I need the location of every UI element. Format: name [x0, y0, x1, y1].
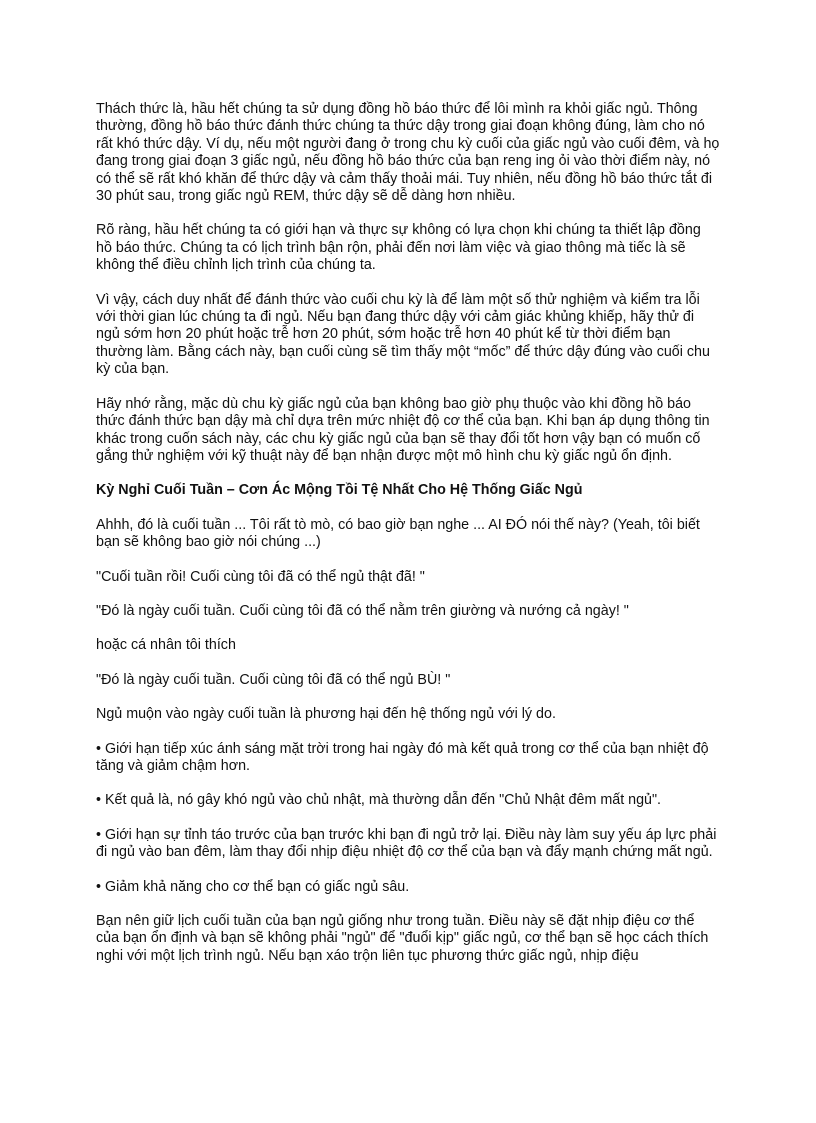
paragraph-bedtime-experiment: Vì vậy, cách duy nhất để đánh thức vào cuối chu kỳ là để làm một số thử nghiệm và kiểm tra lỗi với thời gian lúc chúng ta đi ngủ. Nếu bạn đang thức dậy với cảm giác khủng khiếp, hãy thử đi ngủ sớm hơn 20 phút hoặc trễ hơn 20 phút, sớm hoặc trễ hơn 40 phút kể từ thời điểm bạn thường làm. Bằng cách này, bạn cuối cùng sẽ tìm thấy một “mốc” để thức dậy đúng vào cuối chu kỳ của bạn. [96, 291, 710, 378]
bullet-deep-sleep: • Giảm khả năng cho cơ thể bạn có giấc ngủ sâu. [96, 878, 410, 895]
section-heading: Kỳ Nghỉ Cuối Tuần – Cơn Ác Mộng Tồi Tệ Nhất Cho Hệ Thống Giấc Ngủ [96, 482, 583, 499]
quote-catch-up-sleep: "Đó là ngày cuối tuần. Cuối cùng tôi đã có thể ngủ BÙ! " [96, 671, 451, 688]
bullet-sunday-insomnia: • Kết quả là, nó gây khó ngủ vào chủ nhật, mà thường dẫn đến "Chủ Nhật đêm mất ngủ". [96, 792, 662, 809]
document-page [96, 101, 720, 982]
paragraph-weekend-intro: Ahhh, đó là cuối tuần ... Tôi rất tò mò, có bao giờ bạn nghe ... AI ĐÓ nói thế này? (Yeah, tôi biết bạn sẽ không bao giờ nói chúng ...) [96, 516, 700, 551]
paragraph-alarm-challenge: Thách thức là, hầu hết chúng ta sử dụng đồng hồ báo thức để lôi mình ra khỏi giấc ngủ. Thông thường, đồng hồ báo thức đánh thức chúng ta thức dậy trong giai đoạn không đúng, làm cho nó rất khó thức dậy. Ví dụ, nếu một người đang ở trong chu kỳ cuối của giấc ngủ vào cuối đêm, và họ đang trong giai đoạn 3 giấc ngủ, nếu đồng hồ báo thức của bạn reng ing ỏi vào thời điểm này, nó có thể sẽ rất khó khăn để thức dậy và cảm thấy thoải mái. Tuy nhiên, nếu đồng hồ báo thức tắt đi 30 phút sau, trong giấc ngủ REM, thức dậy sẽ dễ dàng hơn nhiều. [96, 101, 720, 205]
quote-weekend-sleep: "Cuối tuần rồi! Cuối cùng tôi đã có thể ngủ thật đã! " [96, 568, 425, 585]
bullet-alertness: • Giới hạn sự tỉnh táo trước của bạn trước khi bạn đi ngủ trở lại. Điều này làm suy yếu áp lực phải đi ngủ vào ban đêm, làm thay đổi nhịp điệu nhiệt độ cơ thể của bạn và đẩy mạnh chứng mất ngủ. [96, 826, 717, 861]
paragraph-personal-favorite: hoặc cá nhân tôi thích [96, 637, 236, 654]
paragraph-sleep-late-harm: Ngủ muộn vào ngày cuối tuần là phương hại đến hệ thống ngủ với lý do. [96, 706, 556, 723]
paragraph-schedule-limits: Rõ ràng, hầu hết chúng ta có giới hạn và thực sự không có lựa chọn khi chúng ta thiết lập đồng hồ báo thức. Chúng ta có lịch trình bận rộn, phải đến nơi làm việc và giao thông mà tiếc là sẽ không thể điều chỉnh lịch trình của chúng ta. [96, 222, 701, 274]
paragraph-body-temperature: Hãy nhớ rằng, mặc dù chu kỳ giấc ngủ của bạn không bao giờ phụ thuộc vào khi đồng hồ báo thức đánh thức bạn dậy mà chỉ dựa trên mức nhiệt độ cơ thể của bạn. Khi bạn áp dụng thông tin khác trong cuốn sách này, các chu kỳ giấc ngủ của bạn sẽ thay đổi tốt hơn vậy bạn có muốn cố gắng thử nghiệm với kỹ thuật này để bạn nhận được một mô hình chu kỳ giấc ngủ ổn định. [96, 395, 710, 464]
paragraph-keep-schedule: Bạn nên giữ lịch cuối tuần của bạn ngủ giống như trong tuần. Điều này sẽ đặt nhịp điệu cơ thể của bạn ổn định và bạn sẽ không phải "ngủ" để "đuổi kịp" giấc ngủ, cơ thể bạn sẽ học cách thích nghi với một lịch trình ngủ. Nếu bạn xáo trộn liên tục phương thức giấc ngủ, nhịp điệu [96, 913, 709, 964]
quote-weekend-bed: "Đó là ngày cuối tuần. Cuối cùng tôi đã có thể nằm trên giường và nướng cả ngày! " [96, 602, 629, 619]
bullet-sunlight: • Giới hạn tiếp xúc ánh sáng mặt trời trong hai ngày đó mà kết quả trong cơ thể của bạn nhiệt độ tăng và giảm chậm hơn. [96, 740, 709, 774]
